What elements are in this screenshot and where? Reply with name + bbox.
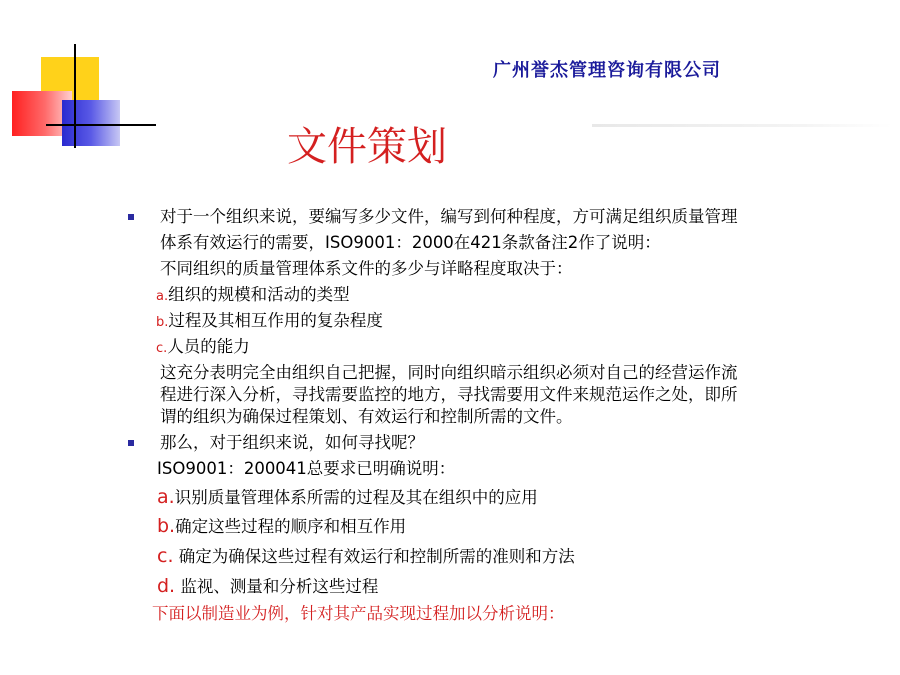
- item-text: 确定这些过程的顺序和相互作用: [175, 517, 407, 536]
- item-marker: b.: [156, 315, 169, 330]
- item-text: 组织的规模和活动的类型: [168, 285, 350, 304]
- item-text: 监视、测量和分析这些过程: [175, 577, 379, 596]
- section1-para-line1: 这充分表明完全由组织自己把握，同时向组织暗示组织必须对自己的经营运作流: [160, 363, 738, 382]
- item-marker: b.: [157, 515, 176, 537]
- bullet-icon: [128, 214, 134, 220]
- section1-line2: 体系有效运行的需要，ISO9001：2000在421条款备注2作了说明：: [160, 233, 661, 252]
- section1-line3: 不同组织的质量管理体系文件的多少与详略程度取决于：: [160, 259, 573, 278]
- company-name: 广州誉杰管理咨询有限公司: [493, 60, 721, 81]
- section2-line2: ISO9001：200041总要求已明确说明：: [157, 459, 456, 478]
- section2-item-a: [157, 486, 538, 509]
- section2-item-c: [157, 545, 575, 568]
- section1-item-c: [156, 336, 250, 360]
- vertical-line-decoration: [74, 44, 76, 148]
- section1-para-line2: 程进行深入分析，寻找需要监控的地方，寻找需要用文件来规范运作之处，即所: [160, 385, 738, 404]
- header-rule: [592, 124, 892, 127]
- section1-line1: 对于一个组织来说，要编写多少文件，编写到何种程度，方可满足组织质量管理: [160, 207, 738, 226]
- item-marker: d.: [157, 575, 176, 597]
- slide-title: 文件策划: [287, 124, 447, 170]
- item-marker: a.: [156, 289, 169, 304]
- section2-item-b: [157, 515, 406, 538]
- item-text: 识别质量管理体系所需的过程及其在组织中的应用: [174, 488, 538, 507]
- section1-item-b: [156, 310, 383, 334]
- item-marker: c.: [157, 545, 174, 567]
- item-text: 过程及其相互作用的复杂程度: [168, 311, 383, 330]
- item-text: 人员的能力: [167, 337, 250, 356]
- item-marker: a.: [157, 486, 175, 508]
- item-marker: c.: [156, 341, 168, 356]
- section2-line1: 那么，对于组织来说，如何寻找呢？: [160, 433, 424, 452]
- bullet-icon: [128, 440, 134, 446]
- closing-note: 下面以制造业为例，针对其产品实现过程加以分析说明：: [152, 604, 565, 623]
- item-text: 确定为确保这些过程有效运行和控制所需的准则和方法: [173, 547, 575, 566]
- section2-item-d: [157, 575, 378, 598]
- blue-square-decoration: [62, 100, 120, 146]
- section1-para-line3: 谓的组织为确保过程策划、有效运行和控制所需的文件。: [160, 407, 573, 426]
- section1-item-a: [156, 284, 350, 308]
- horizontal-line-decoration: [46, 124, 156, 126]
